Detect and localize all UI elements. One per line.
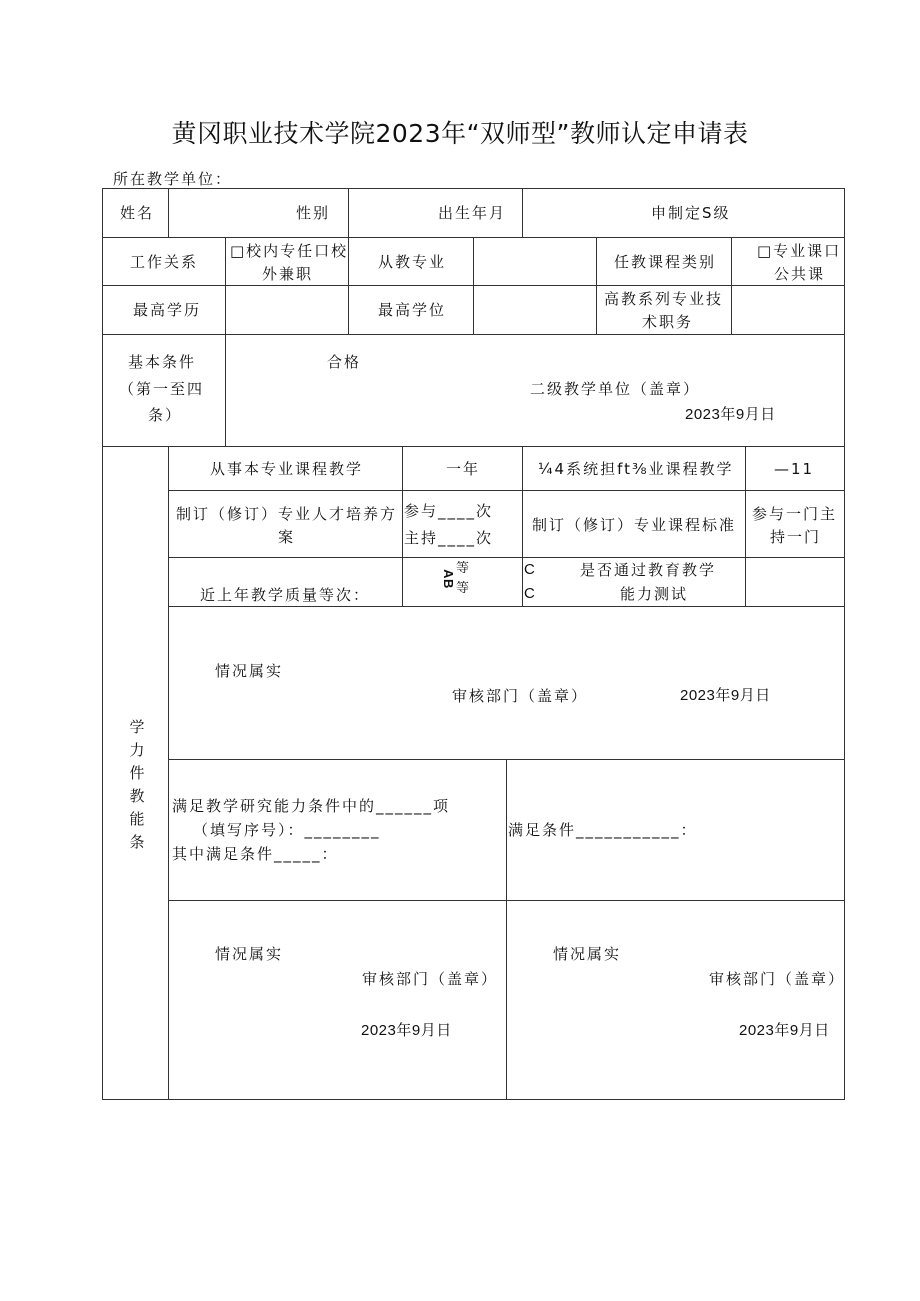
- ability-side-label: 学力件教能条: [129, 718, 145, 851]
- birth-label: 出生年月: [438, 204, 507, 222]
- teaching-unit-label: 所在教学单位：: [113, 170, 233, 188]
- level-label: 申制定S级: [651, 204, 731, 222]
- verify-seal: 审核部门（盖章）: [452, 687, 589, 705]
- research-line2: （填写序号）：________: [193, 821, 381, 839]
- form-title: 黄冈职业技术学院2023年“双师型”教师认定申请表: [171, 119, 749, 148]
- basic-date: 2023年9月日: [685, 406, 776, 423]
- course-teaching-value: —11: [774, 460, 815, 478]
- course-teaching-label: ¼4系统担ft⅜业课程教学: [538, 460, 734, 478]
- test-option-1[interactable]: C: [524, 561, 536, 578]
- teaching-experience-label: 从事本专业课程教学: [210, 460, 364, 478]
- basic-label-line3: 条）: [148, 406, 183, 424]
- research-right: 满足条件___________：: [508, 821, 698, 839]
- verify-right-fact: 情况属实: [553, 945, 622, 963]
- course-options-line1: □专业课口: [757, 242, 842, 260]
- verify-right-seal: 审核部门（盖章）: [709, 970, 846, 988]
- major-label: 从教专业: [378, 253, 447, 271]
- basic-label-line1: 基本条件: [128, 353, 197, 371]
- relation-options[interactable]: [230, 240, 348, 262]
- talent-plan-label-line1: 制订（修订）专业人才培养方: [176, 505, 398, 523]
- course-options-line2: 公共课: [774, 265, 826, 283]
- ability-test-label-line2: 能力测试: [620, 585, 689, 603]
- relation-options-line2: 外兼职: [262, 265, 314, 283]
- gender-label: 性别: [296, 204, 331, 222]
- grade-top: 等: [456, 561, 472, 576]
- verify-left-date: 2023年9月日: [361, 1022, 452, 1039]
- education-label: 最高学历: [133, 301, 202, 319]
- verify-left-fact: 情况属实: [215, 945, 284, 963]
- relation-options-line1: □校内专任口校: [230, 242, 349, 260]
- basic-label-line2: （第一至四: [119, 380, 205, 398]
- relation-label: 工作关系: [130, 253, 199, 271]
- participate-count[interactable]: 参与____次: [404, 502, 494, 520]
- quality-grade-label: 近上年教学质量等次：: [200, 586, 371, 604]
- research-line3: 其中满足条件_____：: [172, 845, 339, 863]
- course-standard-value-line2: 持一门: [770, 528, 822, 546]
- title-label-line1: 高教系列专业技: [604, 290, 724, 308]
- verify-right-date: 2023年9月日: [739, 1022, 830, 1039]
- name-label: 姓名: [120, 204, 155, 222]
- verify-fact: 情况属实: [215, 662, 284, 680]
- research-line1: 满足教学研究能力条件中的______项: [172, 797, 451, 815]
- title-label-line2: 术职务: [642, 313, 694, 331]
- course-type-options[interactable]: [757, 240, 841, 262]
- teaching-experience-value: 一年: [446, 460, 481, 478]
- verify-date: 2023年9月日: [680, 687, 771, 704]
- degree-label: 最高学位: [378, 301, 447, 319]
- ability-test-label-line1: 是否通过教育教学: [580, 561, 717, 579]
- course-type-label: 任教课程类别: [614, 253, 717, 271]
- host-count[interactable]: 主持____次: [404, 529, 494, 547]
- verify-left-seal: 审核部门（盖章）: [362, 970, 499, 988]
- test-option-2[interactable]: C: [524, 585, 536, 602]
- dept-seal-text: 二级教学单位（盖章）: [530, 380, 701, 398]
- grade-ab: AB: [440, 569, 456, 589]
- grade-bottom: 等: [456, 581, 472, 596]
- course-standard-label: 制订（修订）专业课程标准: [532, 516, 737, 534]
- qualified-text: 合格: [327, 353, 362, 371]
- talent-plan-label-line2: 案: [278, 528, 296, 546]
- course-standard-value-line1: 参与一门主: [752, 505, 838, 523]
